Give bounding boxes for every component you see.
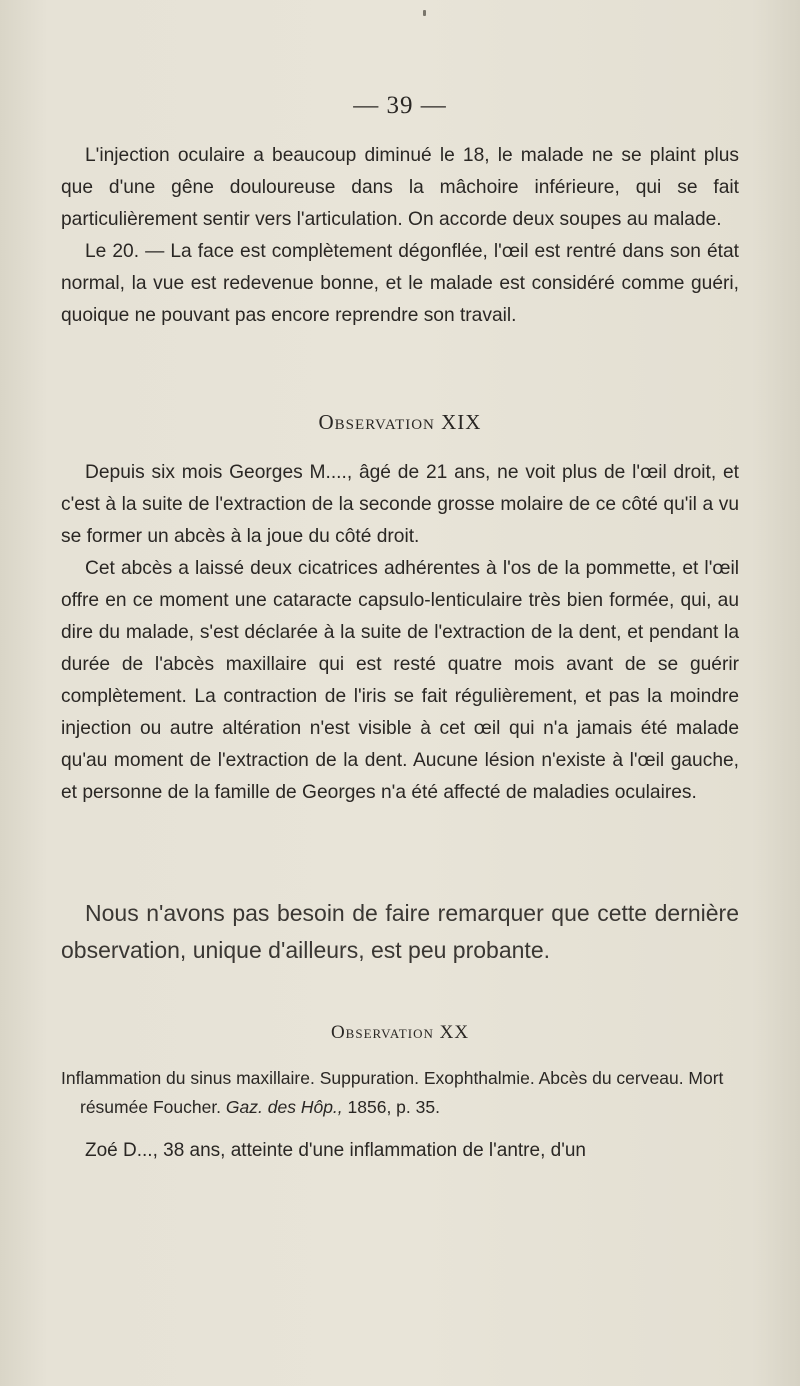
page-speck xyxy=(423,10,426,16)
paragraph: Depuis six mois Georges M...., âgé de 21 ans, ne voit plus de l'œil droit, et c'est à la suite de l'extraction de la seconde grosse molaire de ce côté qu'il a vu se former un abcès à la joue du côté droit. xyxy=(61,462,739,547)
paragraph: Le 20. — La face est complètement dégonflée, l'œil est rentré dans son état normal, la vue est redevenue bonne, et le malade est considéré comme guéri, quoique ne pouvant pas encore reprendre son travail. xyxy=(61,241,739,326)
paragraph: Cet abcès a laissé deux cicatrices adhérentes à l'os de la pommette, et l'œil offre en ce moment une cataracte capsulo-lenticulaire très bien formée, qui, au dire du malade, s'est déclarée à la suite de l'extraction de la dent, et pendant la durée de l'abcès maxillaire qui est resté quatre mois avant de se guérir complètement. La contraction de l'iris se fait régulièrement, et pas la moindre injection ou autre altération n'est visible à cet œil qui n'a jamais été malade qu'au moment de l'extraction de la dent. Aucune lésion n'existe à l'œil gauche, et personne de la famille de Georges n'a été affecté de maladies oculaires. xyxy=(61,558,739,803)
paragraph: L'injection oculaire a beaucoup diminué le 18, le malade ne se plaint plus que d'une gêne douloureuse dans la mâchoire inférieure, qui se fait particulièrement sentir vers l'articulation. On accorde deux soupes au malade. xyxy=(61,145,739,230)
observation-19-remark: Nous n'avons pas besoin de faire remarquer que cette dernière observation, unique d'ailleurs, est peu probante. xyxy=(61,900,739,963)
observation-19-heading: Observation XIX xyxy=(318,410,482,434)
continuation-block xyxy=(61,140,739,332)
observation-20-first-line: Zoé D..., 38 ans, atteinte d'une inflammation de l'antre, d'un xyxy=(85,1140,586,1161)
observation-20-summary xyxy=(61,1064,739,1122)
observation-19-body xyxy=(61,457,739,809)
summary-text: Inflammation du sinus maxillaire. Suppuration. Exophthalmie. Abcès du cerveau. Mort résumée Foucher. xyxy=(61,1068,724,1117)
summary-line xyxy=(61,1064,739,1122)
observation-20-heading: Observation XX xyxy=(330,1022,470,1043)
page-number: — 39 — xyxy=(353,92,447,119)
citation-journal: Gaz. des Hôp., xyxy=(225,1097,343,1117)
citation-details: 1856, p. 35. xyxy=(347,1097,440,1117)
